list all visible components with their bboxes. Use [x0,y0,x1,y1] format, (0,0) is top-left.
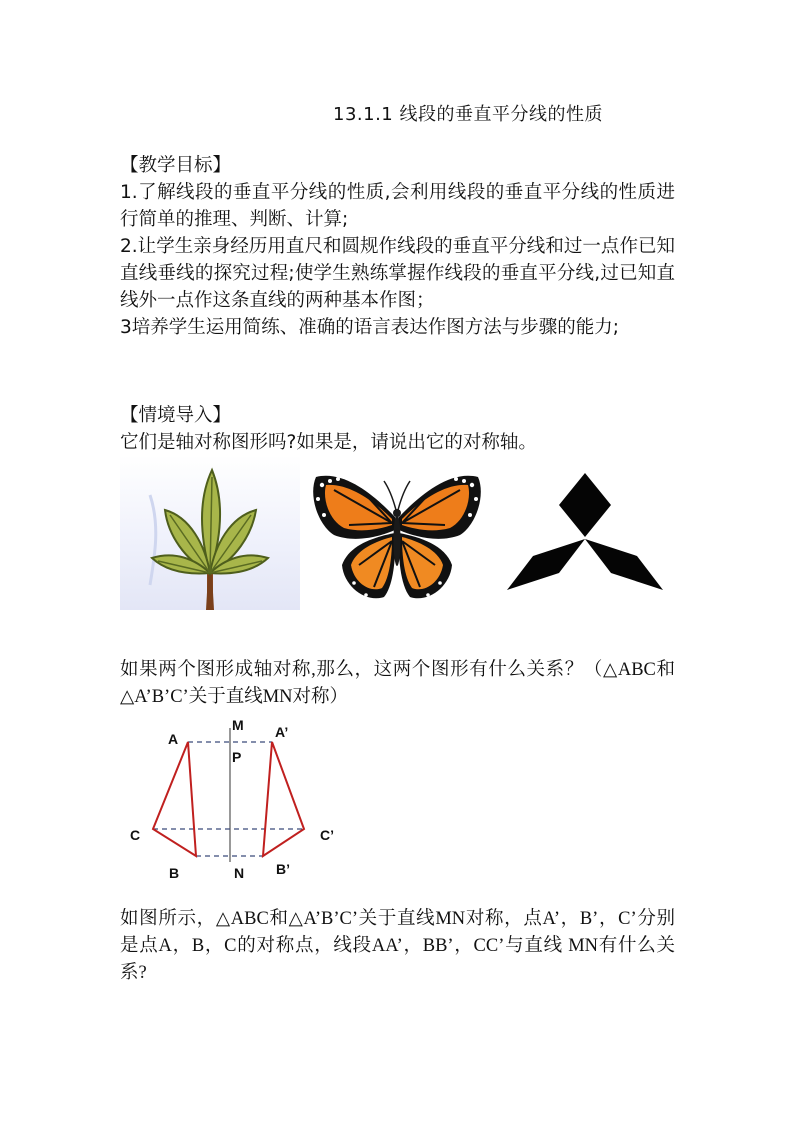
label-c: C [130,827,141,843]
leaf-icon [120,455,300,610]
relation-question-text: 如果两个图形成轴对称,那么，这两个图形有什么关系？（△ABC和△A’B’C’关于直线MN对称） [120,660,675,707]
label-b: B [169,865,180,881]
intro-question: 它们是轴对称图形吗?如果是，请说出它的对称轴。 [120,432,537,453]
triangle-a-prime-b-prime-c-prime [263,742,304,856]
label-c-prime: C’ [320,827,334,843]
goal-item-3: 3培养学生运用简练、准确的语言表达作图方法与步骤的能力; [120,317,620,338]
butterfly-icon [304,455,490,610]
triangle-reflection-diagram [120,712,360,890]
three-diamond-logo-image [492,455,673,610]
page-title: 13.1.1 线段的垂直平分线的性质 [333,104,603,125]
label-p: P [232,749,242,765]
three-diamond-icon [492,455,673,610]
leaf-image [120,455,300,610]
final-question-section [120,906,675,987]
scenario-intro-section [120,402,675,456]
label-m: M [232,717,244,733]
butterfly-image [304,455,490,610]
symmetry-diagram [120,712,360,890]
section-heading: 【教学目标】 [120,155,232,176]
label-n: N [234,865,245,881]
symmetry-figures [120,455,673,610]
symmetry-relation-question [120,657,675,711]
goal-item-1: 1.了解线段的垂直平分线的性质,会利用线段的垂直平分线的性质进行简单的推理、判断、计算; [120,182,675,230]
label-a-prime: A’ [275,724,289,740]
label-b-prime: B’ [276,861,290,877]
triangle-abc [153,742,196,856]
teaching-goals-section [120,152,675,341]
section-heading: 【情境导入】 [120,405,232,426]
goal-item-2: 2.让学生亲身经历用直尺和圆规作线段的垂直平分线和过一点作已知直线垂线的探究过程;使学生熟练掌握作线段的垂直平分线,过已知直线外一点作这条直线的两种基本作图； [120,236,675,311]
final-question-text: 如图所示，△ABC和△A’B’C’关于直线MN对称，点A’，B’，C’分别是点A，B，C的对称点，线段AA’，BB’，CC’与直线 MN有什么关系? [120,909,675,983]
label-a: A [168,731,179,747]
